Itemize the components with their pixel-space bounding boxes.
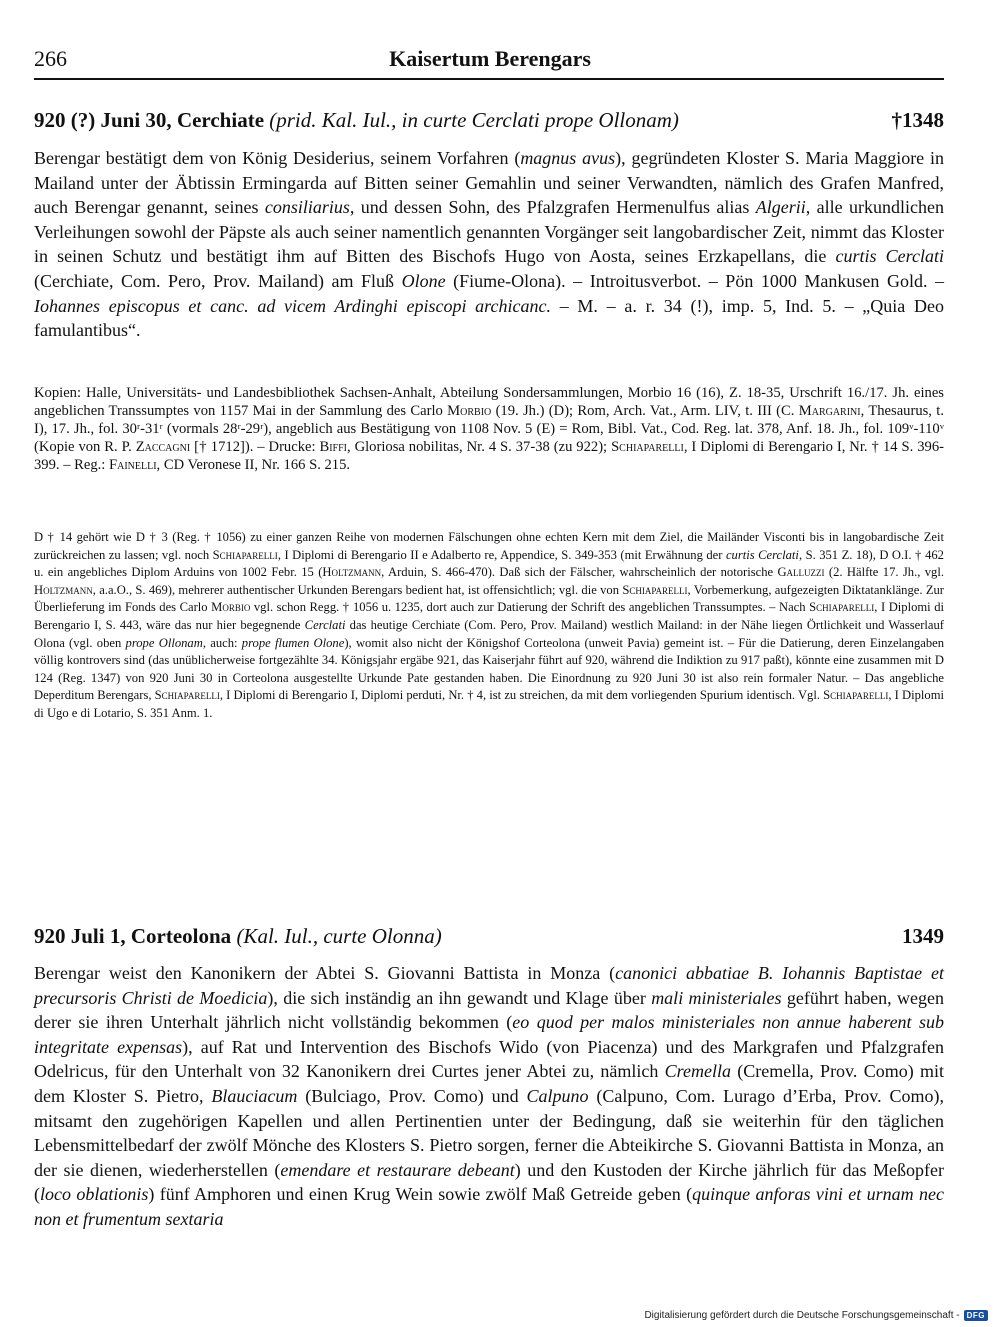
latin-quote: Algerii [755,197,806,218]
text-run: , I Diplomi di Berengario II e Adalberto re, Appendice, S. 349-353 (mit Erwähnung der [277,547,726,562]
text-run: ), die sich inständig an ihn gewandt und Klage über [267,987,652,1008]
text-run: (Cremella, Prov. Como) mit dem Kloster S. Pietro, [34,1061,944,1106]
latin-quote: curtis Cerclati [835,246,945,267]
text-run: – M. – a. r. 34 (!), imp. 5, Ind. 5. – „Quia Deo famulantibus“. [34,295,944,341]
latin-quote: magnus avus [520,148,616,168]
author-name: Zaccagni [135,439,191,456]
text-run: , Arduin, S. 466-470). Daß sich der Fälscher, wahrscheinlich der notorische [381,565,778,580]
latin-quote: curtis Cerclati [725,547,799,562]
text-run: ), auf Rat und Intervention des Bischofs Wido (von Piacenza) und des Markgrafen und Pfalzgrafen Odelricus, für den Unterhalt von 32 Kanonikern drei Curtes jener Abtei zu, nämlich [34,1036,944,1082]
author-name: Fainelli [109,457,157,474]
dfg-logo-icon: DFG [964,1310,988,1321]
latin-quote: prope flumen Olone [241,635,345,650]
entry-heading-1349 [34,924,944,949]
author-name: Schiaparelli [823,688,889,703]
author-name: Holtzmann [34,582,93,597]
page-header [34,44,946,76]
author-name: Schiaparelli [154,688,220,703]
latin-quote: emendare et restaurare debeant [280,1159,515,1180]
text-run: [† 1712]). – Drucke: [190,439,320,456]
latin-quote: Calpuno [526,1085,589,1106]
latin-quote: canonici abbatiae B. Iohannis Baptistae et precursoris Christi de Moedicia [34,963,945,1008]
text-run: , I Diplomi di Berengario I, Nr. † 14 S. 396-399. – Reg.: [34,439,944,474]
latin-quote: quinque anforas vini et urnam nec non et frumentum sextaria [34,1184,944,1229]
latin-quote: mali ministeriales [651,987,782,1008]
latin-quote: Cerclati [304,617,346,632]
text-run: , I Diplomi di Berengario I, Diplomi perduti, Nr. † 4, ist zu streichen, da mit dem vorliegenden Spurium identisch. Vgl. [219,688,824,703]
latin-quote: Olone [401,270,446,291]
author-name: Biffi [319,439,347,456]
author-name: Schiaparelli [212,547,278,562]
footer-credit-text: Digitalisierung gefördert durch die Deutsche Forschungsgemeinschaft - [644,1310,960,1321]
author-name: Morbio [447,403,492,420]
text-run: D † 14 gehört wie D † 3 (Reg. † 1056) zu einer ganzen Reihe von modernen Fälschungen ohne echten Kern mit dem Ziel, die Mailänder Visconti bis in langobardische Zeit zurückreichen zu lassen; vgl. noch [34,530,944,562]
entry-copies-1348 [34,384,944,474]
entry-place: Corteolona [130,924,232,948]
header-rule [34,78,944,80]
text-run: ), womit also nicht der Königshof Corteolona (unweit Pavia) gemeint ist. – Für die Datierung, deren Einzelangaben völlig kontrovers sind (das unüblicherweise fortgezählte 34. Königsjahr ergäbe 921, das Kaiserjahr führt auf 920, während die Indiktion zu 917 paßt), könnte eine zusammen mit D 124 (Reg. 1347) von 920 Juni 30 in Corteolona ausgestellte Urkunde Pate gestanden haben. Die Einordnung zu 920 Juni 30 ist also rein formaler Natur. – Das angebliche Deperditum Berengars, [34,635,945,703]
entry-heading-1348 [34,108,944,133]
entry-summary-1348 [34,146,944,343]
entry-latin-place: (prid. Kal. Iul., in curte Cerclati prope Ollonam) [269,108,679,132]
text-run: (2. Hälfte 17. Jh., vgl. [824,565,944,580]
author-name: Schiaparelli [809,600,875,615]
running-title: Kaisertum Berengars [389,46,591,71]
text-run: , auch: [202,635,242,650]
latin-quote: consiliarius [264,197,350,218]
author-name: Margarini [798,403,861,420]
author-name: Holtzmann [322,565,382,580]
text-run: (Cerchiate, Com. Pero, Prov. Mailand) am Fluß [34,270,402,291]
latin-quote: Blauciacum [211,1085,298,1106]
page-number: 266 [34,46,67,71]
entry-latin-place: (Kal. Iul., curte Olonna) [236,924,442,948]
latin-quote: prope Ollonam [125,635,203,650]
footer-credit [644,1310,988,1321]
text-run: ) fünf Amphoren und einen Krug Wein sowie zwölf Maß Getreide geben ( [148,1184,693,1205]
entry-summary-1349 [34,961,944,1232]
text-run: , Gloriosa nobilitas, Nr. 4 S. 37-38 (zu 922); [347,439,612,456]
latin-quote: Iohannes episcopus et canc. ad vicem Ardinghi episcopi archicanc. [34,295,551,316]
text-run: , I Diplomi di Ugo e di Lotario, S. 351 Anm. 1. [34,688,944,720]
text-run: (Fiume-Olona). – Introitusverbot. – Pön 1000 Mankusen Gold. – [445,270,944,291]
text-run: vgl. schon Regg. † 1056 u. 1235, dort auch zur Datierung der Schrift des angeblichen Transsumptes. – Nach [250,600,810,615]
entry-number: 1349 [902,924,944,948]
text-run: , Thesaurus, t. I), 17. Jh., fol. 30ʳ-31ʳ (vormals 28ʳ-29ʳ), angeblich aus Bestätigung von 1108 Nov. 5 (E) = Rom, Bibl. Vat., Cod. Reg. lat. 378, Anf. 18. Jh., fol. 109ᵛ-110ᵛ (Kopie von R. P. [34,403,944,456]
text-run: ) und den Kustoden der Kirche jährlich für das Meßopfer ( [34,1159,944,1205]
author-name: Schiaparelli [622,582,688,597]
text-run: (Bulciago, Prov. Como) und [297,1085,527,1106]
author-name: Morbio [211,600,251,615]
text-run: , Vorbemerkung, aufgezeigten Diktatanklänge. Zur Überlieferung im Fonds des Carlo [34,582,945,615]
entry-place: Cerchiate [176,108,265,132]
text-run: , und dessen Sohn, des Pfalzgrafen Hermenulfus alias [349,197,756,218]
text-run: , S. 351 Z. 18), D O.I. † 462 u. ein angebliches Diplom Arduins von 1002 Febr. 15 ( [34,547,944,580]
text-run: , alle urkundlichen Verleihungen sowohl der Päpste als auch seiner namentlich genannten Vorgänger seit langobardischer Zeit, nimmt das Kloster in seinen Schutz und bestätigt ihm auf Bitten des Bischofs Hugo von Aosta, seines Erzkapellans, die [34,197,944,267]
author-name: Galluzzi [777,565,825,580]
text-run: geführt haben, wegen derer sie ihren Unterhalt jährlich nicht vollständig bekommen ( [34,987,944,1033]
text-run: das heutige Cerchiate (Com. Pero, Prov. Mailand) westlich Mailand: in der Nähe liegen Örtlichkeit und Wasserlauf Olona (vgl. oben [34,617,944,650]
text-run: , CD Veronese II, Nr. 166 S. 215. [156,457,351,474]
entry-date: 920 (?) Juni 30, [34,108,172,132]
entry-date: 920 Juli 1, [34,924,126,948]
text-run: (Calpuno, Com. Lurago d’Erba, Prov. Como), mitsamt den zugehörigen Kapellen und allen Pertinentien unter der Bedingung, daß sie weiterhin für den täglichen Lebensmittelbedarf der zwölf Mönche des Klosters S. Pietro sorgen, ferner die Abteikirche S. Giovanni Battista in Monza, an der sie dienen, wiederherstellen ( [34,1085,944,1180]
text-run: , a.a.O., S. 469), mehrerer authentischer Urkunden Berengars bedient hat, ist offensichtlich; vgl. die von [92,582,623,597]
entry-number: †1348 [891,108,944,132]
text-run: , I Diplomi di Berengario I, S. 443, wäre das nur hier begegnende [34,600,944,632]
text-run: ), gegründeten Kloster S. Maria Maggiore in Mailand unter der Äbtissin Ermingarda auf Bitten seiner Gemahlin und seiner Verwandten, nämlich des Grafen Manfred, auch Berengar genannt, seines [34,148,944,218]
text-run: Berengar bestätigt dem von König Desiderius, seinem Vorfahren ( [34,148,521,168]
latin-quote: Cremella [664,1061,731,1082]
text-run: (19. Jh.) (D); Rom, Arch. Vat., Arm. LIV, t. III (C. [491,403,799,420]
text-run: Berengar weist den Kanonikern der Abtei S. Giovanni Battista in Monza ( [34,963,616,983]
entry-notes-1348 [34,529,944,723]
text-run: Kopien: Halle, Universitäts- und Landesbibliothek Sachsen-Anhalt, Abteilung Sondersammlungen, Morbio 16 (16), Z. 18-35, Urschrift 16./17. Jh. eines angeblichen Transsumptes von 1157 Mai in der Sammlung des Carlo [34,385,944,420]
latin-quote: loco oblationis [40,1184,149,1205]
latin-quote: eo quod per malos ministeriales non annue haberent sub integritate expensas [34,1012,944,1057]
author-name: Schiaparelli [611,439,684,456]
